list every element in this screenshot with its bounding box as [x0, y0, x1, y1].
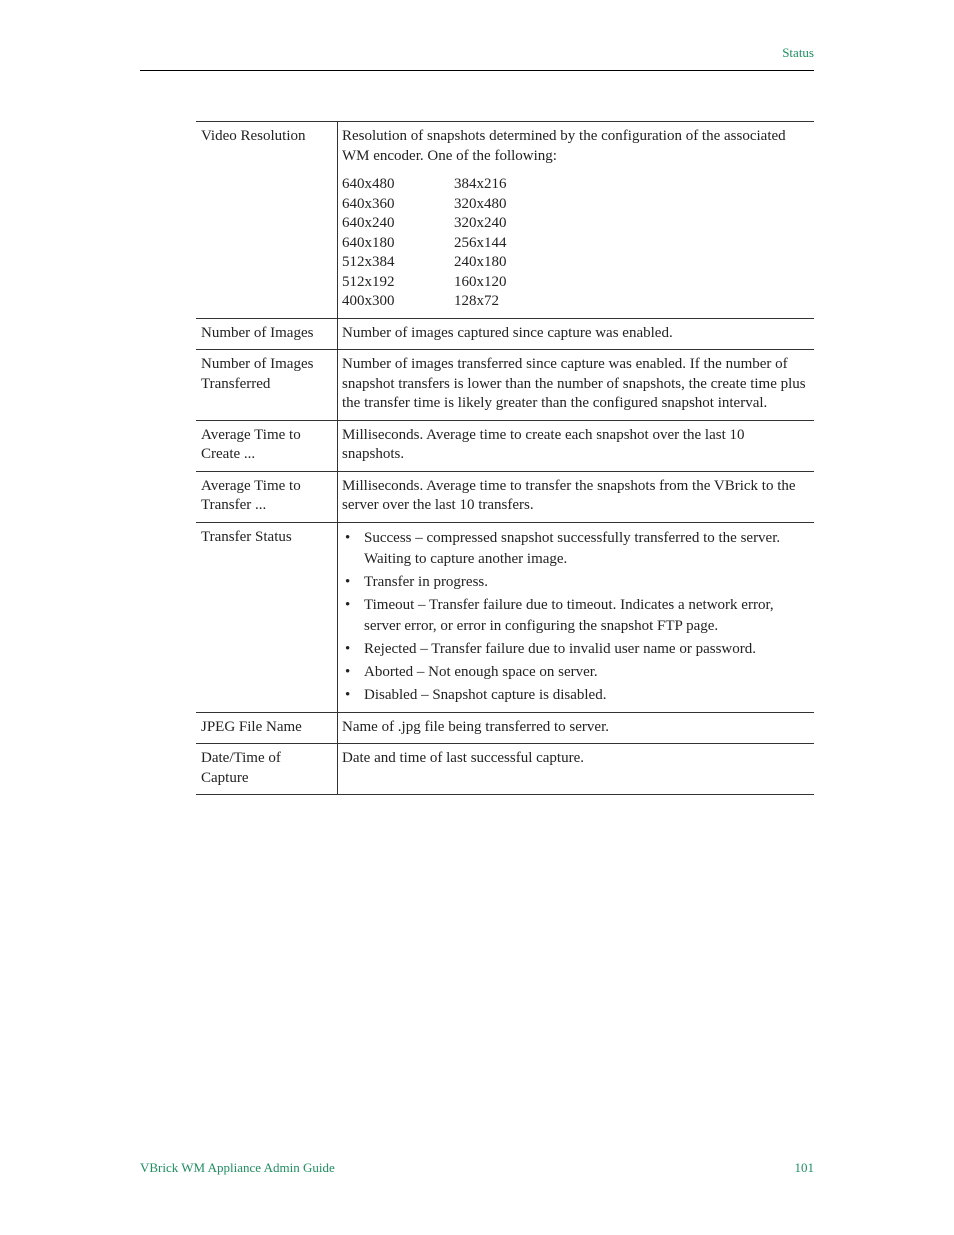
list-item-text: Success – compressed snapshot successfully transferred to the server. Waiting to capture another image.	[364, 529, 781, 567]
field-description: Milliseconds. Average time to create each snapshot over the last 10 snapshots.	[338, 420, 815, 471]
resolution-value: 320x240	[454, 215, 507, 231]
list-item-text: Disabled – Snapshot capture is disabled.	[364, 686, 607, 703]
list-item-text: Rejected – Transfer failure due to invalid user name or password.	[364, 640, 756, 657]
table-row	[196, 420, 814, 471]
field-description-cell	[338, 522, 815, 712]
table-row	[196, 471, 814, 522]
list-item	[342, 662, 809, 683]
list-item	[342, 572, 809, 593]
field-description: Date and time of last successful capture.	[338, 744, 815, 795]
table-row	[196, 122, 814, 319]
resolution-row	[342, 234, 809, 254]
bullet-icon: •	[345, 640, 351, 657]
resolution-value: 240x180	[454, 254, 507, 270]
footer-guide-title: VBrick WM Appliance Admin Guide	[140, 1160, 335, 1175]
resolution-value: 640x240	[342, 215, 395, 231]
page-number: 101	[794, 1160, 814, 1175]
field-name: Video Resolution	[196, 122, 338, 319]
list-item	[342, 639, 809, 660]
bullet-icon: •	[345, 529, 351, 546]
list-item-text: Aborted – Not enough space on server.	[364, 663, 598, 680]
table-row	[196, 318, 814, 350]
list-item	[342, 595, 809, 637]
resolution-value: 128x72	[454, 293, 499, 309]
resolution-list	[342, 175, 809, 312]
resolution-row	[342, 253, 809, 273]
table-row	[196, 522, 814, 712]
field-name: Number of Images Transferred	[196, 350, 338, 421]
resolution-value: 640x480	[342, 176, 395, 192]
resolution-row	[342, 175, 809, 195]
field-description: Resolution of snapshots determined by the configuration of the associated WM encoder. One of the following:	[342, 128, 786, 164]
resolution-row	[342, 195, 809, 215]
field-name: Date/Time of Capture	[196, 744, 338, 795]
field-description: Number of images captured since capture was enabled.	[338, 318, 815, 350]
field-description: Name of .jpg file being transferred to server.	[338, 712, 815, 744]
transfer-status-list	[342, 528, 809, 706]
resolution-value: 640x180	[342, 234, 395, 251]
field-description-cell	[338, 122, 815, 319]
field-name: JPEG File Name	[196, 712, 338, 744]
field-description: Milliseconds. Average time to transfer the snapshots from the VBrick to the server over the last 10 transfers.	[338, 471, 815, 522]
list-item-text: Timeout – Transfer failure due to timeout. Indicates a network error, server error, or error in configuring the snapshot FTP page.	[364, 596, 774, 634]
header-divider	[140, 70, 814, 71]
resolution-row	[342, 273, 809, 293]
list-item-text: Transfer in progress.	[364, 573, 489, 590]
resolution-value: 400x300	[342, 293, 395, 309]
field-name: Transfer Status	[196, 522, 338, 712]
bullet-icon: •	[345, 596, 351, 613]
resolution-row	[342, 214, 809, 234]
bullet-icon: •	[345, 663, 351, 680]
list-item	[342, 685, 809, 706]
status-fields-table	[196, 121, 814, 795]
resolution-value: 512x192	[342, 273, 395, 290]
resolution-value: 160x120	[454, 273, 507, 290]
bullet-icon: •	[345, 573, 351, 590]
resolution-value: 384x216	[454, 176, 507, 192]
field-name: Number of Images	[196, 318, 338, 350]
field-description: Number of images transferred since capture was enabled. If the number of snapshot transfers is lower than the number of snapshots, the create time plus the transfer time is likely greater than the configured snapshot interval.	[338, 350, 815, 421]
table-row	[196, 744, 814, 795]
field-name: Average Time to Transfer ...	[196, 471, 338, 522]
resolution-value: 640x360	[342, 195, 395, 212]
resolution-value: 256x144	[454, 234, 507, 251]
header-section-title: Status	[782, 45, 814, 60]
field-name: Average Time to Create ...	[196, 420, 338, 471]
table-row	[196, 712, 814, 744]
bullet-icon: •	[345, 686, 351, 703]
resolution-value: 512x384	[342, 254, 395, 270]
resolution-row	[342, 292, 809, 312]
table-row	[196, 350, 814, 421]
list-item	[342, 528, 809, 570]
resolution-value: 320x480	[454, 195, 507, 212]
